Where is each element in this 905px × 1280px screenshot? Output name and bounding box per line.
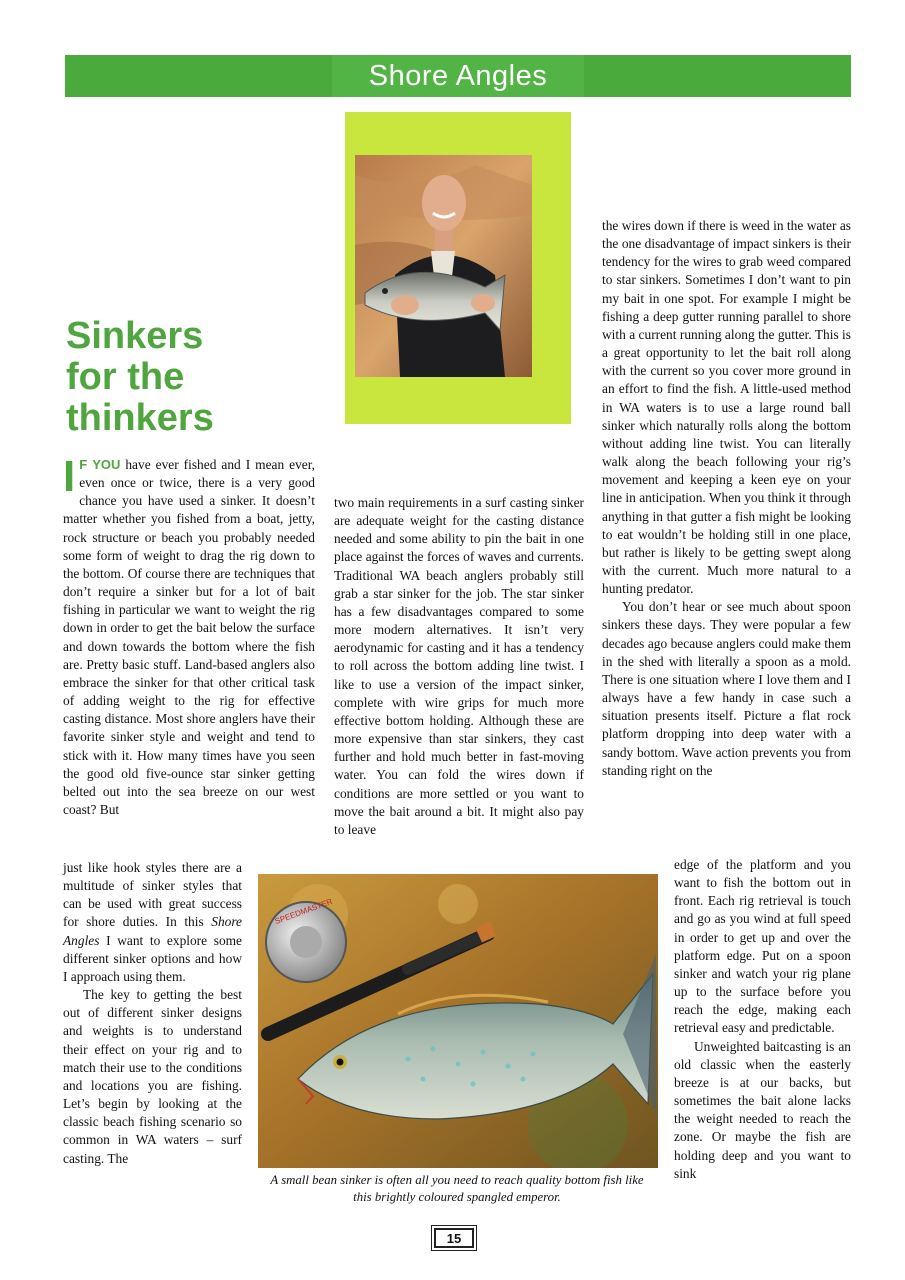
body-column-3-lower bbox=[674, 856, 851, 1183]
section-banner bbox=[65, 55, 851, 97]
body-column-3-upper bbox=[602, 217, 851, 780]
reel-label: SPEEDMASTER bbox=[273, 896, 334, 926]
paragraph: two main requirements in a surf casting sinker are adequate weight for the casting distance needed and some ability to pin the bait in one place against the forces of waves and currents. Traditional WA beach anglers probably still grab a star sinker for the job. The star sinker has a few disadvantages compared to some more modern alternatives. It isn’t very aerodynamic for casting and it has a tendency to roll across the bottom adding line twist. I like to use a version of the impact sinker, complete with wire grips for much more effective bottom holding. Although these are more expensive than star sinkers, they cast further and hold much better in fast-moving water. You can fold the wires down if conditions are more settled or you want to move the bait around a bit. It might also pay to leave bbox=[334, 495, 584, 837]
paragraph: the wires down if there is weed in the water as the one disadvantage of impact sinkers is their tendency for the wires to grab weed compared to star sinkers. Sometimes I don’t want to pin my bait in one spot. For example I might be fishing a deep gutter running parallel to shore with a current running along the gutter. This is a great opportunity to let the bait roll along with the current so you cover more ground in an effort to find the fish. A little-used method in WA waters is to use a large round ball sinker which naturally rolls along the bottom without adding line twist. You can literally walk along the beach following your rig’s movement and keeping a keen eye on your line in anticipation. When you think it through anything in that gutter a fish might be looking to eat wouldn’t be holding still in one place, but rather is likely to be getting swept along with the current. Much more natural to a hunting predator. bbox=[602, 218, 851, 597]
paragraph: Unweighted baitcasting is an old classic when the easterly breeze is at our backs, but sometimes the bait alone lacks the weight needed to reach the zone. Or maybe the fish are holding deep and you want to sink bbox=[674, 1038, 851, 1181]
headline-line: Sinkers bbox=[66, 315, 204, 357]
article-headline bbox=[66, 316, 214, 439]
angler-portrait-photo bbox=[355, 155, 532, 377]
section-title: Shore Angles bbox=[368, 59, 548, 92]
body-column-1-lower bbox=[63, 859, 242, 1168]
page-number: 15 bbox=[434, 1228, 474, 1248]
lead-in: F YOU bbox=[79, 457, 121, 472]
spangled-emperor-photo bbox=[258, 874, 658, 1168]
paragraph-text: just like hook styles there are a multitude of sinker styles that can be used with great success for shore duties. In this bbox=[63, 860, 242, 930]
paragraph: The key to getting the best out of different sinker designs and weights is to understand their effect on your rig and to match their use to the conditions and locations you are fishing. Let’s begin by looking at the classic beach fishing scenario so common in WA waters – surf casting. The bbox=[63, 987, 242, 1166]
section-banner-highlight bbox=[332, 55, 584, 97]
paragraph-text: I want to explore some different sinker options and how I approach using them. bbox=[63, 932, 242, 984]
body-column-1-upper bbox=[63, 452, 315, 819]
column-name-ref: Shore Angles bbox=[63, 914, 242, 948]
body-column-2 bbox=[334, 494, 584, 839]
photo-caption: A small bean sinker is often all you need to reach quality bottom fish like this brightly coloured spangled emperor. bbox=[270, 1173, 644, 1204]
headline-line: for the bbox=[66, 356, 185, 398]
paragraph-text: have ever fished and I mean ever, even once or twice, there is a very good chance you have used a sinker. It doesn’t matter whether you fished from a boat, jetty, rock structure or beach you probably needed some form of weight to drag the rig down to the bottom. Of course there are techniques that don’t require a sinker but for a lot of bait fishing in particular we want to weight the rig down in order to get the bait below the surface and down towards the bottom where the fish are. Pretty basic stuff. Land-based anglers also embrace the sinker for that other critical task of adding weight to the rig for effective casting distance. Most shore anglers have their favorite sinker style and weight and tend to stick with it. How many times have you seen the good old five-ounce star sinker getting belted out into the sea breeze on our west coast? But bbox=[63, 457, 315, 817]
paragraph: edge of the platform and you want to fish the bottom out in front. Each rig retrieval is touch and go as you wind at full speed in order to get up and over the platform edge. Put on a spoon sinker and watch your rig plane up to the surface before you reach the edge, making each retrieval easy and predictable. bbox=[674, 857, 851, 1036]
paragraph: You don’t hear or see much about spoon sinkers these days. They were popular a few decades ago because anglers could make them in the shed with literally a spoon as a mold. There is one situation where I love them and I always have a few handy in case such a situation presents itself. Picture a flat rock platform dropping into deep water with a sandy bottom. Wave action prevents you from standing right on the bbox=[602, 599, 851, 778]
drop-cap: I bbox=[63, 452, 76, 501]
headline-line: thinkers bbox=[66, 397, 214, 439]
